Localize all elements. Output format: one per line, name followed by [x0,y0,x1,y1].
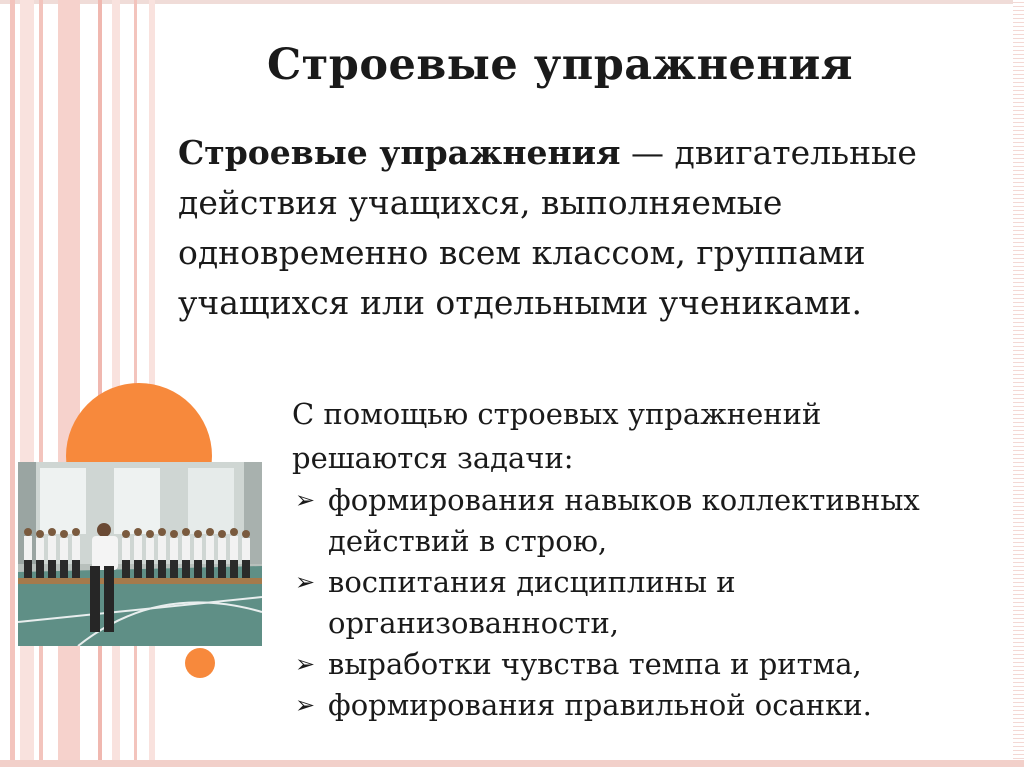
list-item-text: формирования навыков коллективных действий в строю, [328,483,920,558]
list-item-text: выработки чувства темпа и ритма, [328,647,862,681]
bottom-border [0,760,1024,767]
definition-text: — двигательные действия учащихся, выполняемые одновременно всем классом, группами учащихся или отдельными учениками. [178,133,917,322]
slide-title: Строевые упражнения [266,40,854,90]
list-item [292,480,972,562]
arrow-bullet-icon: ➢ [294,691,316,719]
stripe [39,0,43,767]
orange-circle-small [185,648,215,678]
list-item [292,644,972,685]
stripe [112,0,120,767]
tasks-intro: С помощью строевых упражнений решаются задачи: [292,397,822,475]
arrow-bullet-icon: ➢ [294,486,316,514]
tasks-list [292,480,972,726]
gym-class-formation-photo [18,462,262,646]
definition-term: Строевые упражнения [178,133,621,172]
stripe [10,0,15,767]
left-stripe-decoration [0,0,200,767]
list-item [292,562,972,644]
list-item-text: формирования правильной осанки. [328,688,872,722]
arrow-bullet-icon: ➢ [294,650,316,678]
arrow-bullet-icon: ➢ [294,568,316,596]
list-item-text: воспитания дисциплины и организованности, [328,565,736,640]
list-item [292,685,972,726]
stripe [20,0,34,767]
stripe [58,0,80,767]
stripe [98,0,102,767]
definition-paragraph [178,128,938,328]
right-border-decoration [1013,0,1024,767]
